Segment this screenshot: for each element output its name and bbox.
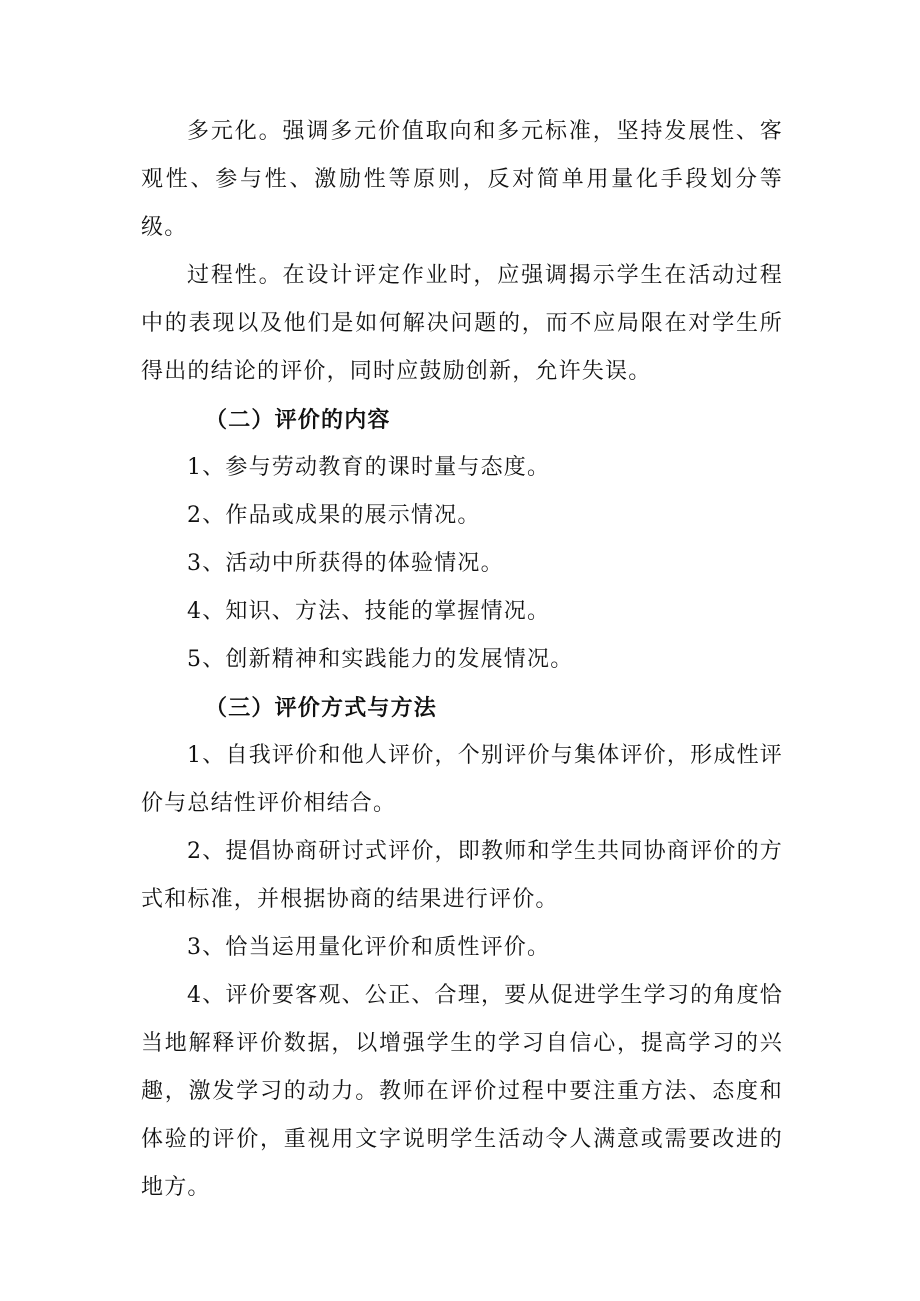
list-item: 1、参与劳动教育的课时量与态度。 (187, 455, 551, 480)
paragraph-diversity: 多元化。强调多元价值取向和多元标准，坚持发展性、客观性、参与性、激励性等原则，反对简单用量化手段划分等级。 (141, 119, 783, 240)
method-paragraph: 2、提倡协商研讨式评价，即教师和学生共同协商评价的方式和标准，并根据协商的结果进行评价。 (141, 839, 783, 912)
section-heading-evaluation-content: （二）评价的内容 (205, 407, 391, 433)
method-paragraph: 1、自我评价和他人评价，个别评价与集体评价，形成性评价与总结性评价相结合。 (141, 743, 783, 816)
section-heading-evaluation-methods: （三）评价方式与方法 (205, 695, 438, 721)
list-item: 2、作品或成果的展示情况。 (187, 503, 481, 528)
method-paragraph: 3、恰当运用量化评价和质性评价。 (187, 935, 551, 960)
list-item: 3、活动中所获得的体验情况。 (187, 551, 504, 576)
document-body (141, 108, 783, 1212)
paragraph-process: 过程性。在设计评定作业时，应强调揭示学生在活动过程中的表现以及他们是如何解决问题的，而不应局限在对学生所得出的结论的评价，同时应鼓励创新，允许失误。 (141, 263, 783, 384)
list-item: 5、创新精神和实践能力的发展情况。 (187, 647, 574, 672)
list-item: 4、知识、方法、技能的掌握情况。 (187, 599, 551, 624)
method-paragraph: 4、评价要客观、公正、合理，要从促进学生学习的角度恰当地解释评价数据，以增强学生的学习自信心，提高学习的兴趣，激发学习的动力。教师在评价过程中要注重方法、态度和体验的评价，重视用文字说明学生活动令人满意或需要改进的地方。 (141, 983, 783, 1200)
